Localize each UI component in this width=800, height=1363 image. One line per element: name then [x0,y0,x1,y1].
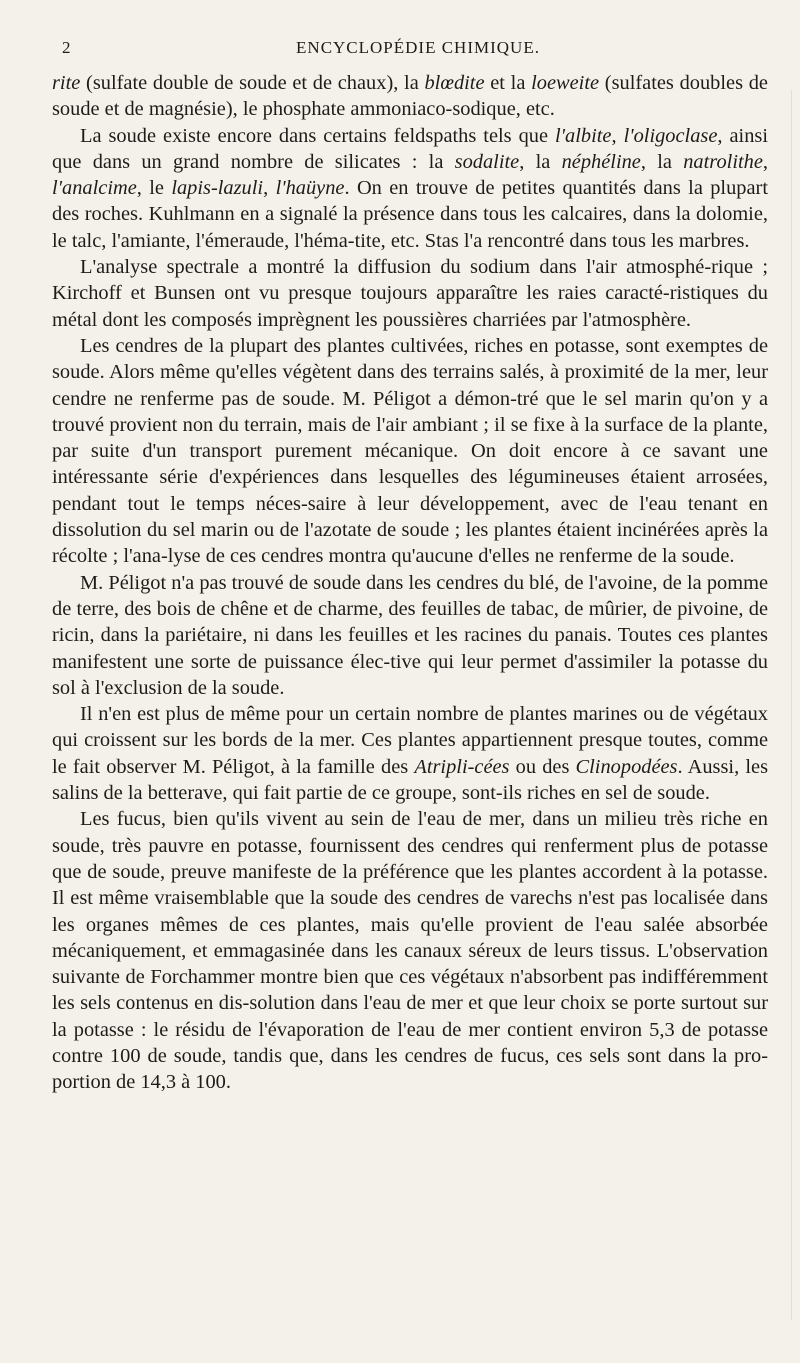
italic-term: rite [52,72,81,94]
italic-term: l'haüyne [275,177,345,200]
italic-term: loeweite [531,72,600,94]
running-header [62,38,774,62]
page-edge-shadow [791,90,792,1320]
text-run: . On en trouve de petites quantités dans la plupart des roches. Kuhlmann en a signalé la présence dans tous les calcaires, dans la dolomie, le talc, l'amiante, l'émeraude, l'héma-tite, etc. Stas l'a rencontré dans tous les marbres. [52,177,768,252]
text-run: L'analyse spectrale a montré la diffusion du sodium dans l'air atmosphé-rique ; Kirchoff et Bunsen ont vu presque toujours apparaître les raies caracté-ristiques du métal dont les composés imprègnent les poussières charriées par l'atmosphère. [52,256,768,331]
text-run: , ainsi que dans un grand nombre de silicates : la [52,124,768,173]
italic-term: l'albite [555,124,612,147]
text-run: , [611,124,624,147]
italic-term: l'analcime [52,177,137,200]
text-run: , [762,150,768,173]
italic-term: sodalite [454,150,520,173]
italic-term: l'oligoclase [623,124,718,147]
text-run: M. Péligot n'a pas trouvé de soude dans les cendres du blé, de l'avoine, de la pomme de terre, des bois de chêne et de charme, des feuilles de tabac, de mûrier, de pivoine, de ricin, dans la pariétaire, ni dans les feuilles et les racines du panais. Toutes ces plantes manifestent une sorte de puissance élec-tive qui leur permet d'assimiler la potasse du sol à l'exclusion de la soude. [52,571,768,699]
paragraph [52,254,768,333]
text-run: et la [484,72,532,94]
paragraph [52,70,768,123]
text-run: , [263,177,276,200]
body-text [52,70,768,1096]
text-run: Les cendres de la plupart des plantes cultivées, riches en potasse, sont exemptes de soude. Alors même qu'elles végètent dans des terrains salés, à proximité de la mer, leur cendre ne renferme pas de soude. M. Péligot a démon-tré que le sel marin qu'on y a trouvé provient non du terrain, mais de l'air ambiant ; il se fixe à la surface de la plante, par suite d'un transport purement mécanique. On doit encore à ce savant une intéressante série d'expériences dans lesquelles des légumineuses étaient arrosées, pendant tout le temps néces-saire à leur développement, avec de l'eau tenant en dissolution du sel marin ou de l'azotate de soude ; les plantes étaient incinérées après la récolte ; l'ana-lyse de ces cendres montra qu'aucune d'elles ne renferme de la soude. [52,334,768,568]
paragraph [52,570,768,701]
text-run: ou des [509,755,576,778]
italic-term: Clinopodées [575,755,678,778]
text-run: (sulfate double de soude et de chaux), la [80,72,425,94]
italic-term: natrolithe [683,150,763,173]
paragraph [52,701,768,806]
paragraph [52,806,768,1095]
page-number: 2 [62,38,71,57]
paragraph [52,123,768,254]
italic-term: néphéline [561,150,641,173]
text-run: (sulfates doubles de soude et de magnésie), le phosphate ammoniaco-sodique, etc. [52,72,768,121]
text-run: , le [136,177,172,200]
text-run: , la [519,150,562,173]
italic-term: lapis-lazuli [171,177,264,200]
italic-term: Atripli-cées [414,755,510,778]
text-run: . Aussi, les salins de la betterave, qui fait partie de ce groupe, sont-ils riches en sel de soude. [52,755,769,805]
italic-term: blœdite [424,72,485,94]
text-run: Les fucus, bien qu'ils vivent au sein de l'eau de mer, dans un milieu très riche en soude, très pauvre en potasse, fournissent des cendres qui renferment plus de potasse que de soude, preuve manifeste de la préférence que les plantes accordent à la potasse. Il est même vraisemblable que la soude des cendres de varechs n'est pas localisée dans les organes mêmes de ces plantes, mais qu'elle provient de l'eau salée absorbée mécaniquement, et emmagasinée dans les canaux séreux de leurs tissus. L'observation suivante de Forchammer montre bien que ces végétaux n'absorbent pas indifféremment les sels contenus en dis-solution dans l'eau de mer et que leur choix se porte surtout sur la potasse : le résidu de l'évaporation de l'eau de mer contient environ 5,3 de potasse contre 100 de soude, tandis que, dans les cendres de fucus, ces sels sont dans la pro-portion de 14,3 à 100. [52,808,768,1094]
paragraph [52,333,768,570]
text-run: Il n'en est plus de même pour un certain nombre de plantes marines ou de végétaux qui croissent sur les bords de la mer. Ces plantes appartiennent presque toutes, comme le fait observer M. Péligot, à la famille des [52,703,768,778]
header-title: ENCYCLOPÉDIE CHIMIQUE. [296,38,540,57]
text-run: , la [640,150,684,173]
text-run: La soude existe encore dans certains feldspaths tels que [80,124,556,147]
